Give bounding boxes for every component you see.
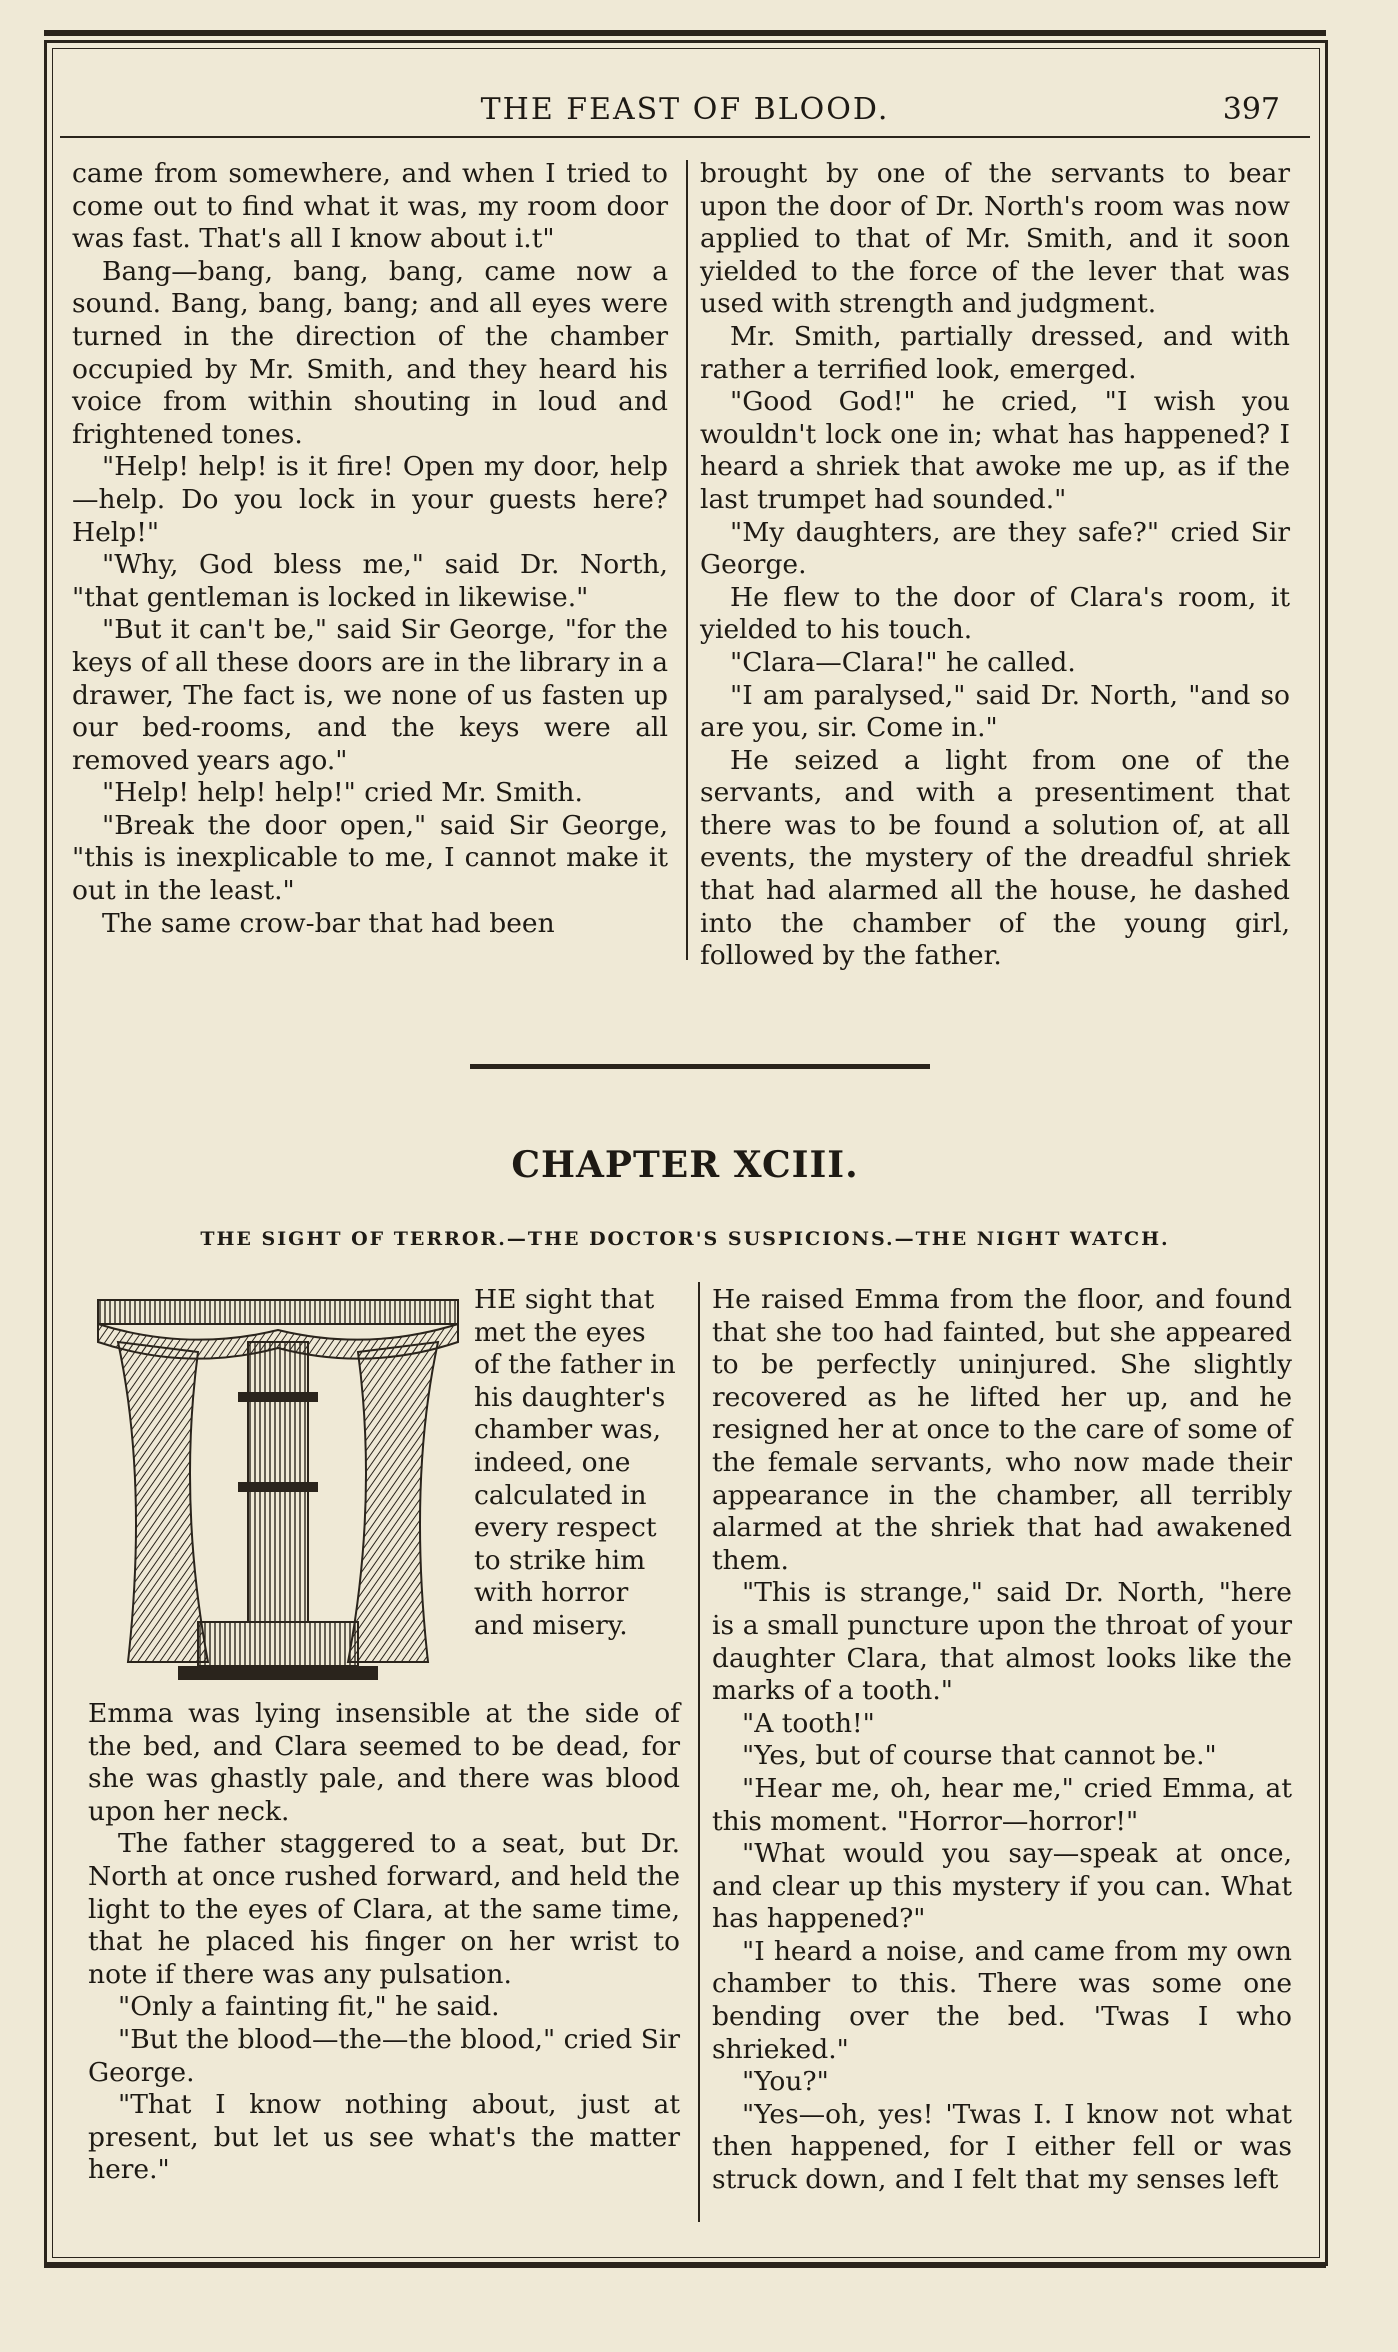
paragraph: "Good God!" he cried, "I wish you wouldn't lock one in; what has happened? I heard a shriek that awoke me up, as if the last trumpet had sounded." xyxy=(700,386,1290,515)
paragraph: "Only a fainting fit," he said. xyxy=(118,1991,500,2023)
top-border-rule xyxy=(44,30,1326,36)
paragraph: "Break the door open," said Sir George, "this is inexplicable to me, I cannot make it out in the least." xyxy=(72,809,668,907)
bottom-left-column xyxy=(88,1698,680,2187)
paragraph: "Clara—Clara!" he called. xyxy=(730,646,1076,678)
drop-cap-paragraph: HE sight that met the eyes of the father in his daughter's chamber was, indeed, one calculated in every respect to strike him with horror and misery. xyxy=(474,1284,676,1641)
paragraph: brought by one of the servants to bear upon the door of Dr. North's room was now applied to that of Mr. Smith, and it soon yielded to the force of the lever that was used with strength and judgment. xyxy=(700,158,1290,320)
running-head xyxy=(60,84,1310,138)
paragraph: He raised Emma from the floor, and found that she too had fainted, but she appeared to be perfectly uninjured. She slightly recovered as he lifted her up, and he resigned her at once to the care of some of the female servants, who now made their appearance in the chamber, all terribly alarmed at the shriek that had awakened them. xyxy=(712,1284,1292,1576)
chapter-title: CHAPTER XCIII. xyxy=(511,1144,859,1186)
drop-cap-t-engraving xyxy=(88,1282,468,1712)
paragraph: The father staggered to a seat, but Dr. North at once rushed forward, and held the light to the eyes of Clara, at the same time, that he placed his finger on her wrist to note if there was any pulsation. xyxy=(88,1828,680,1990)
column-rule xyxy=(686,160,688,960)
column-rule xyxy=(698,1282,700,2222)
paragraph: came from somewhere, and when I tried to come out to find what it was, my room door was fast. That's all I know about i.t" xyxy=(72,158,668,255)
bottom-right-column xyxy=(712,1284,1292,2197)
paragraph: "Help! help! is it fire! Open my door, help—help. Do you lock in your guests here? Help!" xyxy=(72,451,668,548)
paragraph: He seized a light from one of the servants, and with a presentiment that there was to be found a solution of, at all events, the mystery of the dreadful shriek that had alarmed all the house, he dashed into the chamber of the young girl, followed by the father. xyxy=(700,744,1290,972)
paragraph: Emma was lying insensible at the side of the bed, and Clara seemed to be dead, for she was ghastly pale, and there was blood upon her neck. xyxy=(88,1698,680,1827)
paragraph: "Yes, but of course that cannot be." xyxy=(742,1740,1217,1772)
paragraph: "A tooth!" xyxy=(742,1707,875,1739)
paragraph: "You?" xyxy=(742,2066,829,2098)
paragraph: "This is strange," said Dr. North, "here is a small puncture upon the throat of your daughter Clara, that almost looks like the marks of a tooth." xyxy=(712,1577,1292,1707)
paragraph: He flew to the door of Clara's room, it yielded to his touch. xyxy=(700,581,1290,646)
paragraph: "Hear me, oh, hear me," cried Emma, at this moment. "Horror—horror!" xyxy=(712,1772,1292,1837)
paragraph: The same crow-bar that had been xyxy=(102,907,555,939)
paragraph: "But it can't be," said Sir George, "for the keys of all these doors are in the library in a drawer, The fact is, we none of us fasten up our bed-rooms, and the keys were all removed years ago." xyxy=(72,614,668,776)
paragraph: "That I know nothing about, just at present, but let us see what's the matter here." xyxy=(88,2089,680,2186)
paragraph: "My daughters, are they safe?" cried Sir George. xyxy=(700,516,1290,581)
paragraph: "Help! help! help!" cried Mr. Smith. xyxy=(102,777,583,809)
section-divider xyxy=(470,1064,930,1069)
paragraph: Mr. Smith, partially dressed, and with rather a terrified look, emerged. xyxy=(700,320,1290,385)
running-title: THE FEAST OF BLOOD. xyxy=(480,92,890,127)
page-number: 397 xyxy=(1222,92,1280,127)
bottom-border-rule xyxy=(44,2262,1326,2268)
paragraph: Bang—bang, bang, bang, came now a sound. Bang, bang, bang; and all eyes were turned in the direction of the chamber occupied by Mr. Smith, and they heard his voice from within shouting in loud and frightened tones. xyxy=(72,255,668,450)
paragraph: "What would you say—speak at once, and clear up this mystery if you can. What has happened?" xyxy=(712,1838,1292,1935)
paragraph: "But the blood—the—the blood," cried Sir George. xyxy=(88,2023,680,2088)
top-right-column xyxy=(700,158,1290,973)
paragraph: "Why, God bless me," said Dr. North, "that gentleman is locked in likewise." xyxy=(72,549,668,613)
paragraph: "Yes—oh, yes! 'Twas I. I know not what then happened, for I either fell or was struck down, and I felt that my senses left xyxy=(712,2098,1292,2196)
top-left-column xyxy=(72,158,668,940)
paragraph: "I heard a noise, and came from my own chamber to this. There was some one bending over the bed. 'Twas I who shrieked." xyxy=(712,1935,1292,2065)
chapter-subtitle: THE SIGHT OF TERROR.—THE DOCTOR'S SUSPICIONS.—THE NIGHT WATCH. xyxy=(200,1228,1170,1250)
paragraph: "I am paralysed," said Dr. North, "and so are you, sir. Come in." xyxy=(700,679,1290,744)
